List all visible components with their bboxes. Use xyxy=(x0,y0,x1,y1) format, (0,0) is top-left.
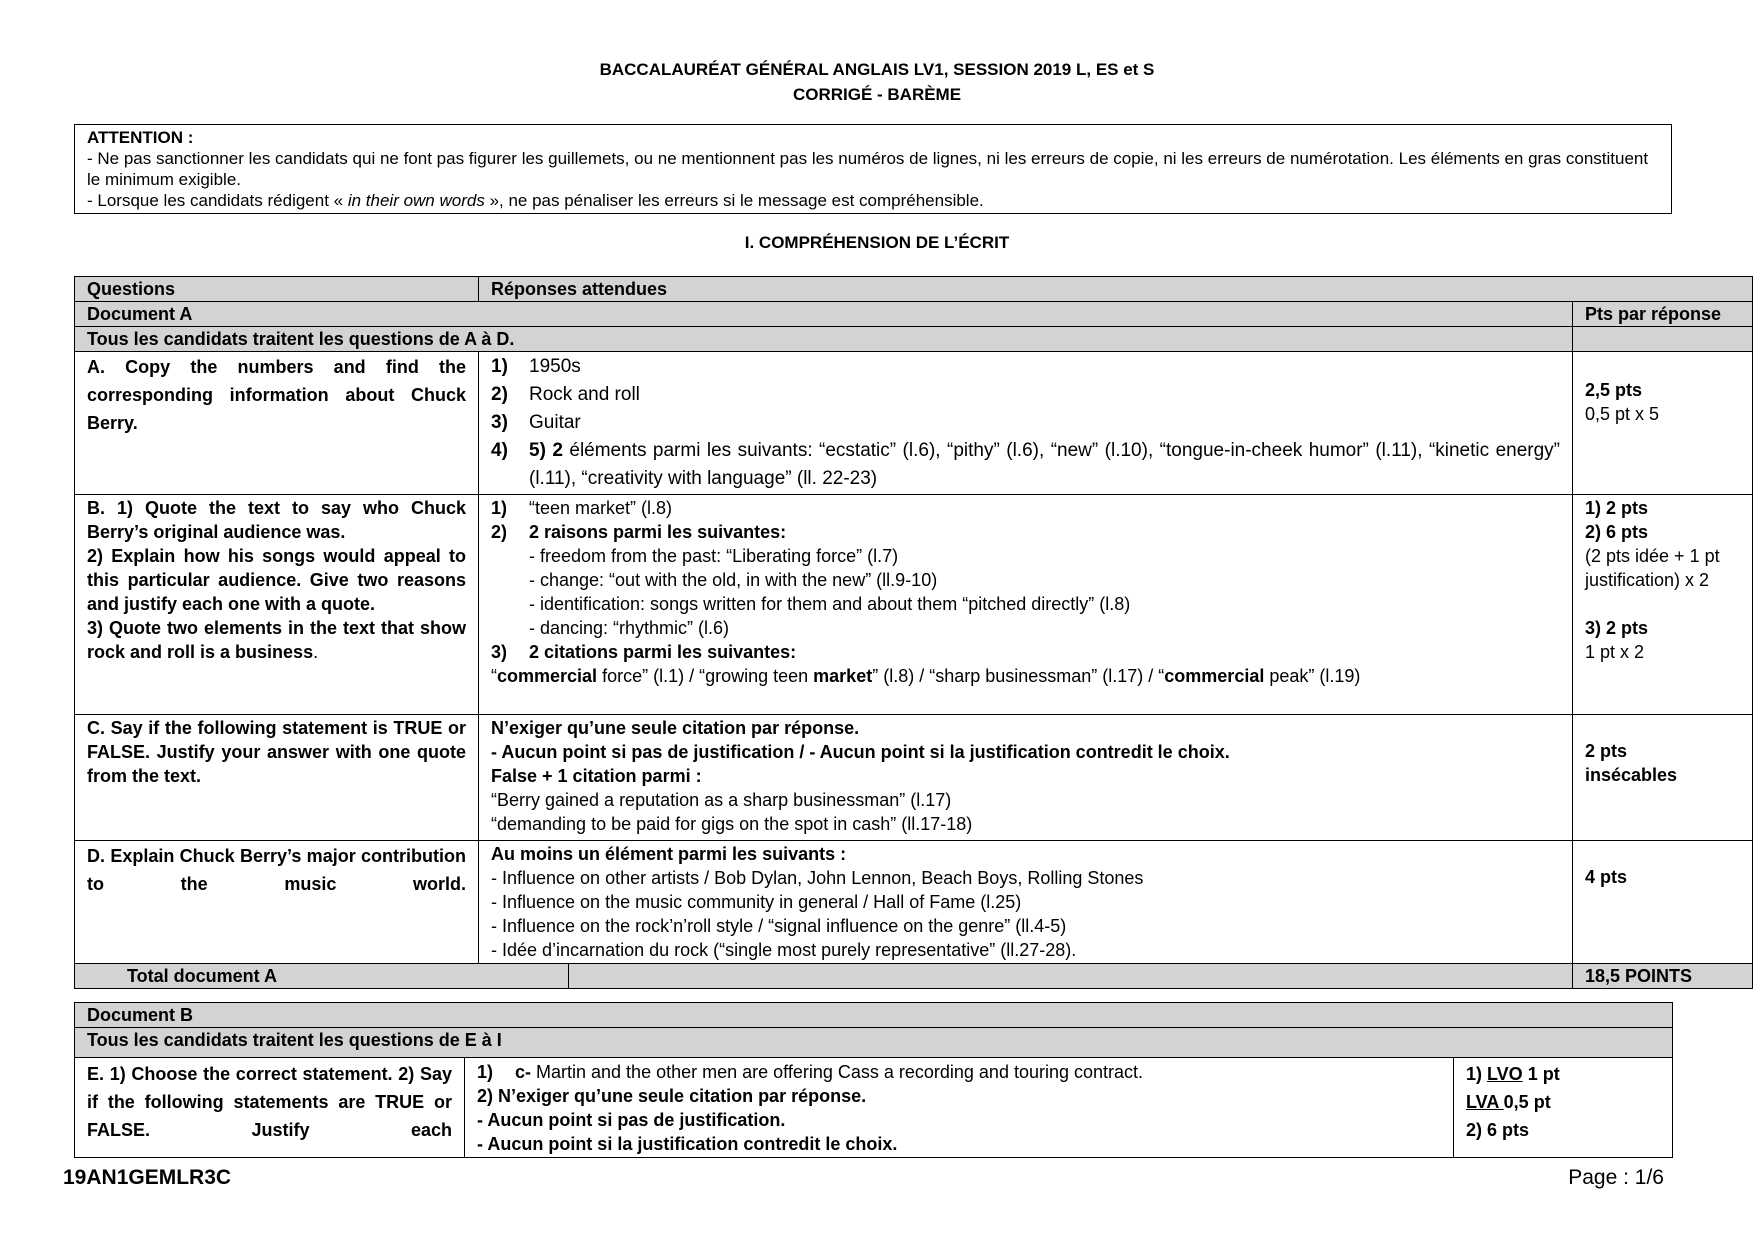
pts-e-2-lva: LVA xyxy=(1466,1092,1504,1112)
pts-e-1-b: 1 pt xyxy=(1522,1064,1560,1084)
b-num-1: 1) xyxy=(491,498,508,518)
pts-e-1-a: 1) xyxy=(1466,1064,1488,1084)
c-answer-2: - Aucun point si pas de justification / - Aucun point si la justification contredit le choix. xyxy=(491,742,1230,762)
d-answer-4: - Influence on the rock’n’roll style / “signal influence on the genre” (ll.4-5) xyxy=(491,916,1067,936)
total-doc-a-pts: 18,5 POINTS xyxy=(1573,964,1753,989)
total-doc-a-empty xyxy=(569,964,1573,989)
pts-e xyxy=(1454,1058,1673,1158)
doc-a-instruction: Tous les candidats traitent les questions de A à D. xyxy=(75,327,1573,352)
answer-c xyxy=(479,715,1573,841)
answer-a xyxy=(479,352,1573,495)
c-answer-3: False + 1 citation parmi : xyxy=(491,766,702,786)
e-num-1: 1) xyxy=(477,1062,494,1082)
attention-line2-end: », ne pas pénaliser les erreurs si le message est compréhensible. xyxy=(484,191,984,210)
a-answer-4: éléments parmi les suivants: “ecstatic” (l.6), “pithy” (l.6), “new” (l.10), “tongue-in-cheek humor” (l.11), “kinetic energy” (l.11), “creativity with language” (ll. 22-23) xyxy=(529,440,1560,489)
attention-line2-emphasis: in their own words xyxy=(347,191,485,210)
total-doc-a-label: Total document A xyxy=(75,964,569,989)
d-answer-1: Au moins un élément parmi les suivants : xyxy=(491,844,847,864)
b-citations xyxy=(491,664,1560,688)
e-answer-4: - Aucun point si la justification contredit le choix. xyxy=(477,1134,898,1154)
doc-title-line2: CORRIGÉ - BARÈME xyxy=(792,85,962,104)
b-reason-2: - change: “out with the old, in with the new” (ll.9-10) xyxy=(529,570,938,590)
pts-c-1: 2 pts xyxy=(1585,741,1628,761)
d-answer-5: - Idée d’incarnation du rock (“single most purely representative” (ll.27-28). xyxy=(491,940,1077,960)
question-b-3: 3) Quote two elements in the text that show rock and roll is a business xyxy=(87,618,466,662)
table-row xyxy=(75,1058,1673,1158)
c-answer-1: N’exiger qu’une seule citation par réponse. xyxy=(491,718,860,738)
pts-a-detail: 0,5 pt x 5 xyxy=(1585,404,1660,424)
question-c: C. Say if the following statement is TRUE or FALSE. Justify your answer with one quote from the text. xyxy=(75,715,479,841)
a-num-1: 1) xyxy=(491,356,508,377)
header-reponses: Réponses attendues xyxy=(479,277,1753,302)
doc-b-label: Document B xyxy=(75,1003,1673,1028)
footer-code: 19AN1GEMLR3C xyxy=(63,1166,232,1189)
c-answer-5: “demanding to be paid for gigs on the spot in cash” (ll.17-18) xyxy=(491,814,973,834)
pts-e-2-b: 0,5 pt xyxy=(1503,1092,1551,1112)
c-answer-4: “Berry gained a reputation as a sharp businessman” (l.17) xyxy=(491,790,952,810)
answer-b xyxy=(479,495,1573,715)
b-cit-t2: ” (l.8) / “sharp businessman” (l.17) / “ xyxy=(872,666,1165,686)
pts-d-1: 4 pts xyxy=(1585,867,1628,887)
b-reason-3: - identification: songs written for them and about them “pitched directly” (l.8) xyxy=(529,594,1131,614)
a-answer-4-bold: 5) 2 xyxy=(529,440,563,461)
a-answer-2: Rock and roll xyxy=(529,384,640,405)
answer-e xyxy=(465,1058,1454,1158)
table-row xyxy=(75,715,1753,841)
a-answer-3: Guitar xyxy=(529,412,581,433)
e-answer-1-bold: c- xyxy=(515,1062,532,1082)
question-b-1: B. 1) Quote the text to say who Chuck Berry’s original audience was. xyxy=(87,498,466,542)
b-reason-1: - freedom from the past: “Liberating force” (l.7) xyxy=(529,546,899,566)
pts-e-3: 2) 6 pts xyxy=(1466,1120,1530,1140)
doc-title-line1: BACCALAURÉAT GÉNÉRAL ANGLAIS LV1, SESSION 2019 L, ES et S xyxy=(599,60,1155,79)
a-answer-1: 1950s xyxy=(529,356,581,377)
pts-d xyxy=(1573,841,1753,964)
pts-e-2 xyxy=(1466,1088,1660,1116)
table-row xyxy=(75,841,1753,964)
pts-c-2: insécables xyxy=(1585,765,1678,785)
doc-a-table xyxy=(74,276,1753,989)
pts-b-2: 2) 6 pts xyxy=(1585,522,1649,542)
e-answer-3: - Aucun point si pas de justification. xyxy=(477,1110,786,1130)
question-b-2: 2) Explain how his songs would appeal to this particular audience. Give two reasons and justify each one with a quote. xyxy=(87,546,466,614)
pts-b-1: 1) 2 pts xyxy=(1585,498,1649,518)
e-answer-1: Martin and the other men are offering Cass a recording and touring contract. xyxy=(531,1062,1144,1082)
question-a: A. Copy the numbers and find the corresponding information about Chuck Berry. xyxy=(75,352,479,495)
b-answer-1: “teen market” (l.8) xyxy=(529,498,673,518)
b-cit-t3: peak” (l.19) xyxy=(1264,666,1361,686)
pts-b-5: 1 pt x 2 xyxy=(1585,642,1645,662)
pts-c xyxy=(1573,715,1753,841)
b-num-2: 2) xyxy=(491,522,508,542)
a-num-3: 3) xyxy=(491,412,508,433)
e-answer-2: 2) N’exiger qu’une seule citation par réponse. xyxy=(477,1086,867,1106)
attention-line1: - Ne pas sanctionner les candidats qui ne font pas figurer les guillemets, ou ne mentionnent pas les numéros de lignes, ni les erreurs de copie, ni les erreurs de numérotation. Les éléments en gras constituent le minimum exigible. xyxy=(87,149,1649,189)
a-num-2: 2) xyxy=(491,384,508,405)
question-b-3-end: . xyxy=(313,642,319,662)
table-row xyxy=(75,495,1753,715)
b-answer-3: 2 citations parmi les suivantes: xyxy=(529,642,797,662)
attention-box xyxy=(74,124,1672,214)
attention-title: ATTENTION : xyxy=(87,128,194,147)
b-cit-q1: “ xyxy=(491,666,497,686)
section-title: I. COMPRÉHENSION DE L’ÉCRIT xyxy=(744,233,1010,252)
answer-d xyxy=(479,841,1573,964)
doc-a-label: Document A xyxy=(75,302,1573,327)
b-cit-b2: market xyxy=(813,666,873,686)
pts-b-4: 3) 2 pts xyxy=(1585,618,1649,638)
b-reason-4: - dancing: “rhythmic” (l.6) xyxy=(529,618,730,638)
header-pts: Pts par réponse xyxy=(1573,302,1753,327)
doc-b-table xyxy=(74,1002,1673,1158)
header-questions: Questions xyxy=(75,277,479,302)
pts-b xyxy=(1573,495,1753,715)
question-d: D. Explain Chuck Berry’s major contribution to the music world. xyxy=(75,841,479,964)
table-row xyxy=(75,352,1753,495)
b-cit-t1: force” (l.1) / “growing teen xyxy=(597,666,814,686)
attention-line2-start: - Lorsque les candidats rédigent « xyxy=(87,191,348,210)
b-answer-2: 2 raisons parmi les suivantes: xyxy=(529,522,787,542)
doc-b-instruction: Tous les candidats traitent les questions de E à I xyxy=(75,1028,1673,1058)
a-num-4: 4) xyxy=(491,440,508,461)
b-cit-b3: commercial xyxy=(1164,666,1265,686)
attention-line2 xyxy=(87,190,1659,211)
b-cit-b1: commercial xyxy=(497,666,598,686)
pts-a xyxy=(1573,352,1753,495)
pts-a-total: 2,5 pts xyxy=(1585,380,1643,400)
pts-e-1 xyxy=(1466,1060,1660,1088)
question-e: E. 1) Choose the correct statement. 2) Say if the following statements are TRUE or FALSE. Justify each xyxy=(75,1058,465,1158)
d-answer-3: - Influence on the music community in general / Hall of Fame (l.25) xyxy=(491,892,1022,912)
pts-e-1-lvo: LVO xyxy=(1487,1064,1523,1084)
doc-a-instruction-pts xyxy=(1573,327,1753,352)
pts-b-3: (2 pts idée + 1 pt justification) x 2 xyxy=(1585,546,1720,590)
d-answer-2: - Influence on other artists / Bob Dylan, John Lennon, Beach Boys, Rolling Stones xyxy=(491,868,1144,888)
footer-page: Page : 1/6 xyxy=(1568,1166,1664,1189)
question-b xyxy=(75,495,479,715)
b-num-3: 3) xyxy=(491,642,508,662)
